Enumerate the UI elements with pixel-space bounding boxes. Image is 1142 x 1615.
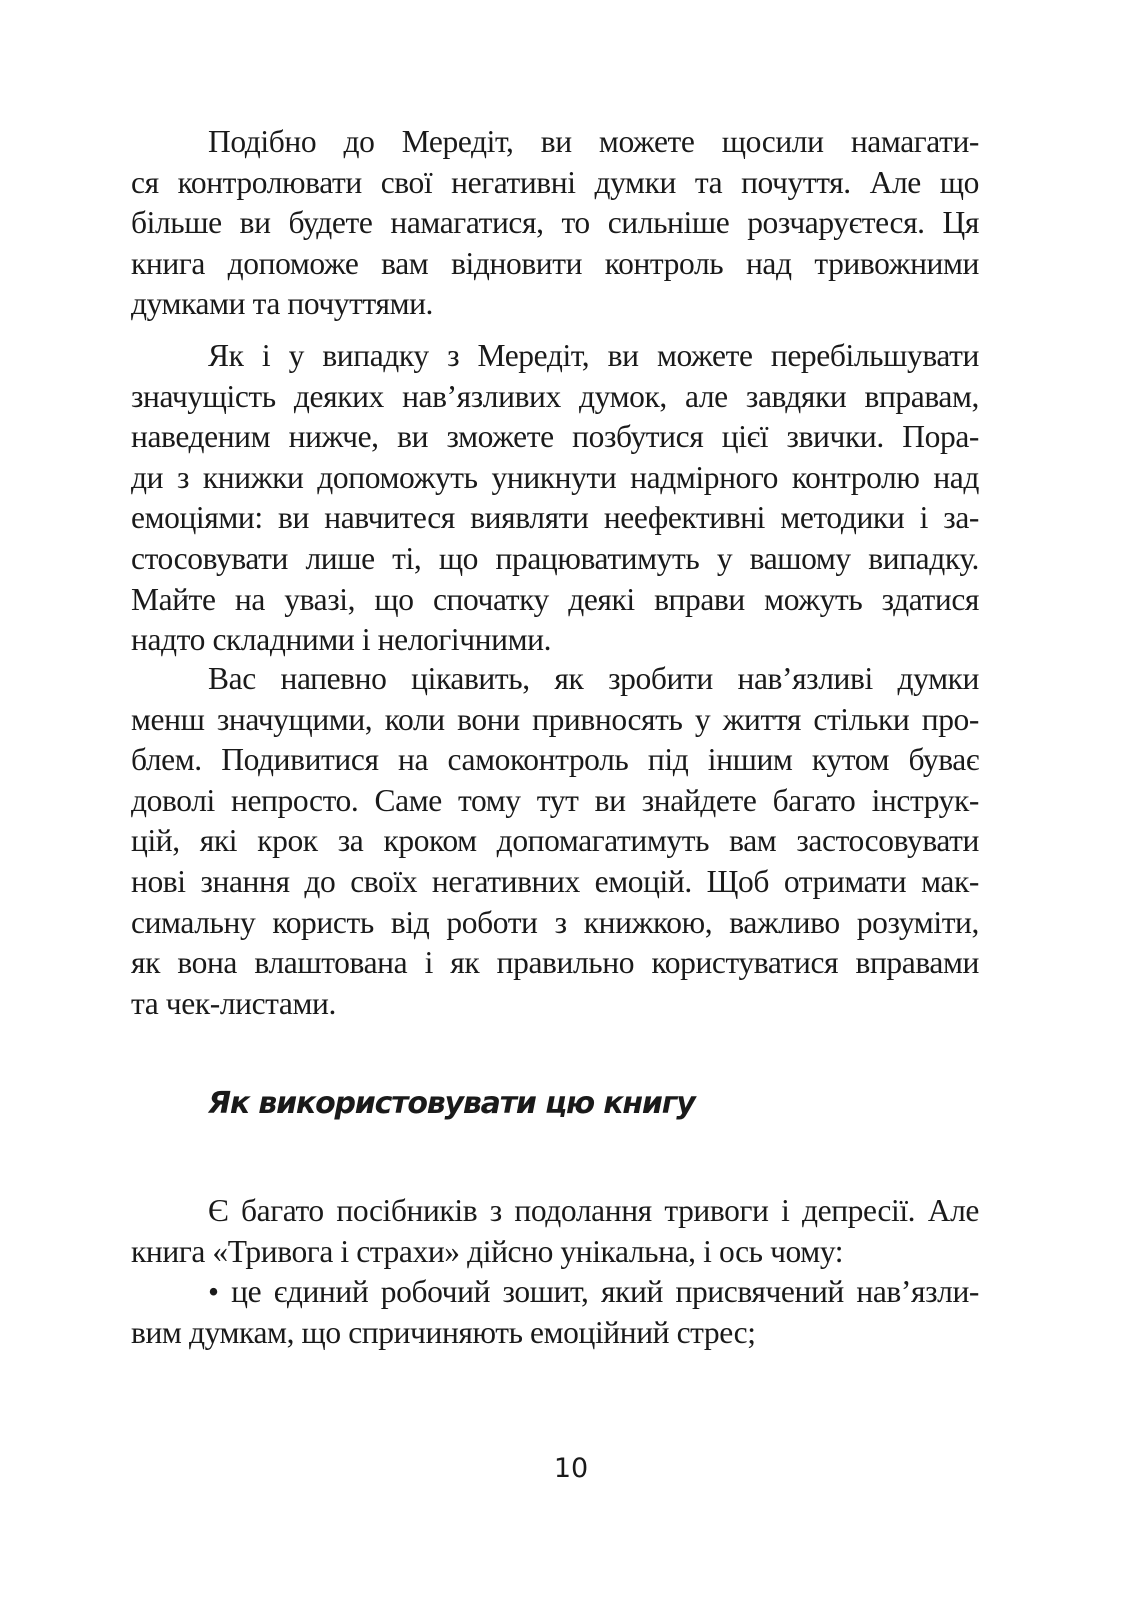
- text-line: думками та почуттями.: [131, 286, 434, 322]
- text-line: Є багато посібників з подолання тривоги і депресії. Але: [208, 1193, 979, 1228]
- text-line: та чек-листами.: [131, 985, 336, 1021]
- text-line: цій, які крок за кроком допомагатимуть вам застосовувати: [131, 823, 979, 859]
- text-line: Майте на увазі, що спочатку деякі вправи можуть здатися: [131, 581, 979, 617]
- paragraph-uniqueness: [131, 1191, 979, 1272]
- text-line: стосовувати лише ті, що працюватимуть у вашому випадку.: [131, 540, 979, 576]
- text-line: • це єдиний робочий зошит, який присвячений нав’язли-: [208, 1274, 979, 1309]
- text-line: як вона влаштована і як правильно користуватися вправами: [131, 945, 979, 981]
- section-heading: Як використовувати цю книгу: [208, 1086, 695, 1121]
- text-line: Як і у випадку з Мередіт, ви можете перебільшувати: [208, 338, 979, 373]
- paragraph-instructions: [131, 659, 979, 1024]
- text-line: емоціями: ви навчитеся виявляти неефективні методики і за-: [131, 500, 979, 536]
- text-line: вим думкам, що спричиняють емоційний стрес;: [131, 1314, 756, 1350]
- text-line: менш значущими, коли вони привносять у життя стільки про-: [131, 701, 979, 737]
- text-line: Подібно до Мередіт, ви можете щосили намагати-: [208, 124, 979, 159]
- text-line: ди з книжки допоможуть уникнути надмірного контролю над: [131, 459, 979, 495]
- text-line: доволі непросто. Саме тому тут ви знайдете багато інструк-: [131, 782, 979, 818]
- text-line: значущість деяких нав’язливих думок, але завдяки вправам,: [131, 378, 979, 414]
- paragraph-meredith-control: [131, 122, 979, 325]
- text-line: ся контролювати свої негативні думки та почуття. Але що: [131, 164, 979, 200]
- text-line: Вас напевно цікавить, як зробити нав’язливі думки: [208, 661, 979, 696]
- text-line: книга допоможе вам відновити контроль над тривожними: [131, 245, 979, 281]
- paragraph-exaggeration: [131, 336, 979, 661]
- text-line: блем. Подивитися на самоконтроль під іншим кутом буває: [131, 742, 979, 778]
- text-line: книга «Тривога і страхи» дійсно унікальна, і ось чому:: [131, 1233, 844, 1269]
- text-line: наведеним нижче, ви зможете позбутися цієї звички. Пора-: [131, 419, 979, 455]
- text-line: надто складними і нелогічними.: [131, 622, 552, 658]
- bullet-list-item: [131, 1272, 979, 1353]
- text-line: більше ви будете намагатися, то сильніше розчаруєтеся. Ця: [131, 205, 979, 241]
- text-line: симальну користь від роботи з книжкою, важливо розуміти,: [131, 904, 979, 940]
- text-line: нові знання до своїх негативних емоцій. Щоб отримати мак-: [131, 863, 979, 899]
- page-number: 10: [553, 1453, 589, 1484]
